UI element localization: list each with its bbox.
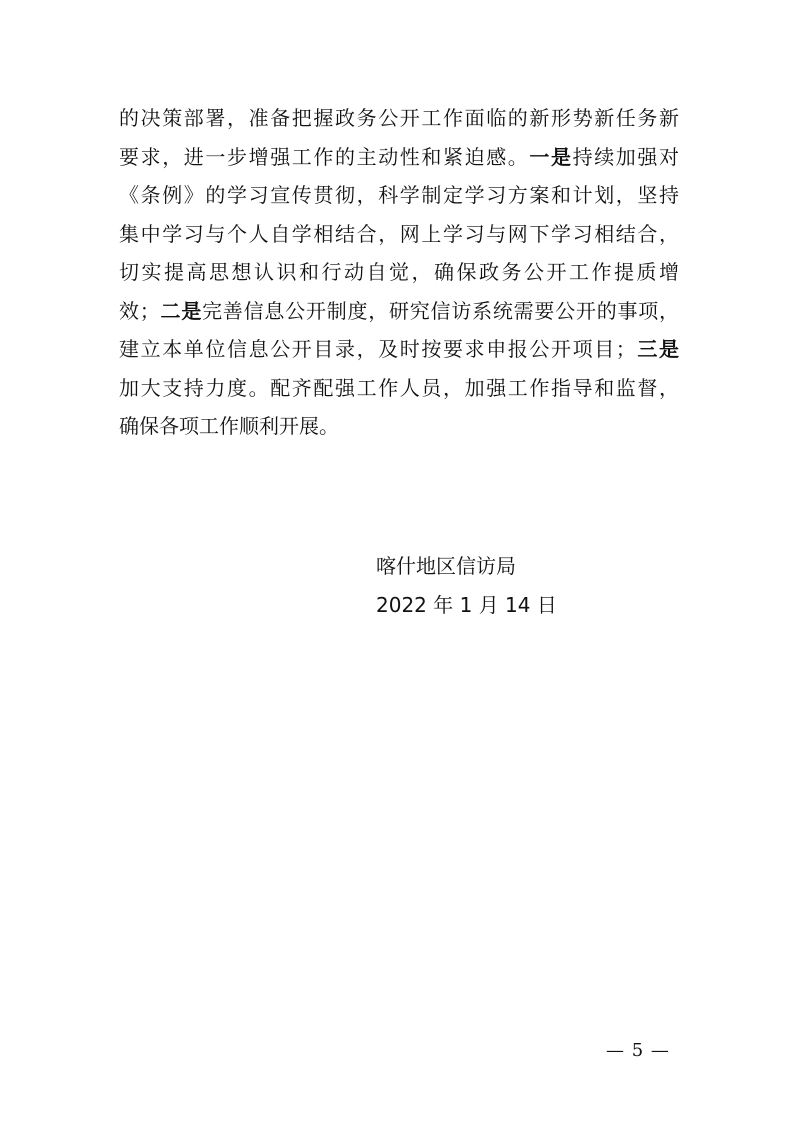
emphasis-text: 二是 bbox=[159, 298, 203, 323]
text-run: 建立本单位信息公开目录，及时按要求申报公开项目； bbox=[119, 337, 636, 361]
page-number: — 5 — bbox=[606, 1040, 670, 1061]
paragraph-line bbox=[119, 407, 679, 446]
signature-date: 2022 年 1 月 14 日 bbox=[376, 592, 557, 617]
text-run: 持续加强对 bbox=[572, 144, 680, 169]
paragraph-line bbox=[119, 369, 679, 408]
text-run: 确保各项工作顺利开展。 bbox=[119, 414, 339, 438]
paragraph-line bbox=[119, 215, 679, 254]
signature-org: 喀什地区信访局 bbox=[376, 554, 516, 578]
paragraph-line bbox=[119, 330, 679, 369]
text-run: 切实提高思想认识和行动自觉，确保政务公开工作提质增 bbox=[119, 260, 679, 284]
paragraph-line bbox=[119, 176, 679, 215]
text-run: 效； bbox=[119, 298, 160, 323]
paragraph-line bbox=[119, 292, 679, 331]
text-run: 集中学习与个人自学相结合，网上学习与网下学习相结合， bbox=[119, 221, 679, 246]
text-run: 要求，进一步增强工作的主动性和紧迫感。 bbox=[119, 144, 530, 169]
signature-block bbox=[376, 547, 557, 624]
paragraph-line bbox=[119, 138, 679, 177]
text-run: 完善信息公开制度，研究信访系统需要公开的事项， bbox=[202, 298, 680, 323]
body-paragraph bbox=[119, 99, 679, 446]
emphasis-text: 一是 bbox=[529, 144, 573, 169]
emphasis-text: 三是 bbox=[635, 337, 680, 361]
text-run: 加大支持力度。配齐配强工作人员，加强工作指导和监督， bbox=[119, 375, 679, 400]
paragraph-line bbox=[119, 99, 679, 138]
text-run: 《条例》的学习宣传贯彻，科学制定学习方案和计划，坚持 bbox=[119, 183, 679, 207]
paragraph-line bbox=[119, 253, 679, 292]
text-run: 的决策部署，准备把握政务公开工作面临的新形势新任务新 bbox=[119, 106, 679, 130]
